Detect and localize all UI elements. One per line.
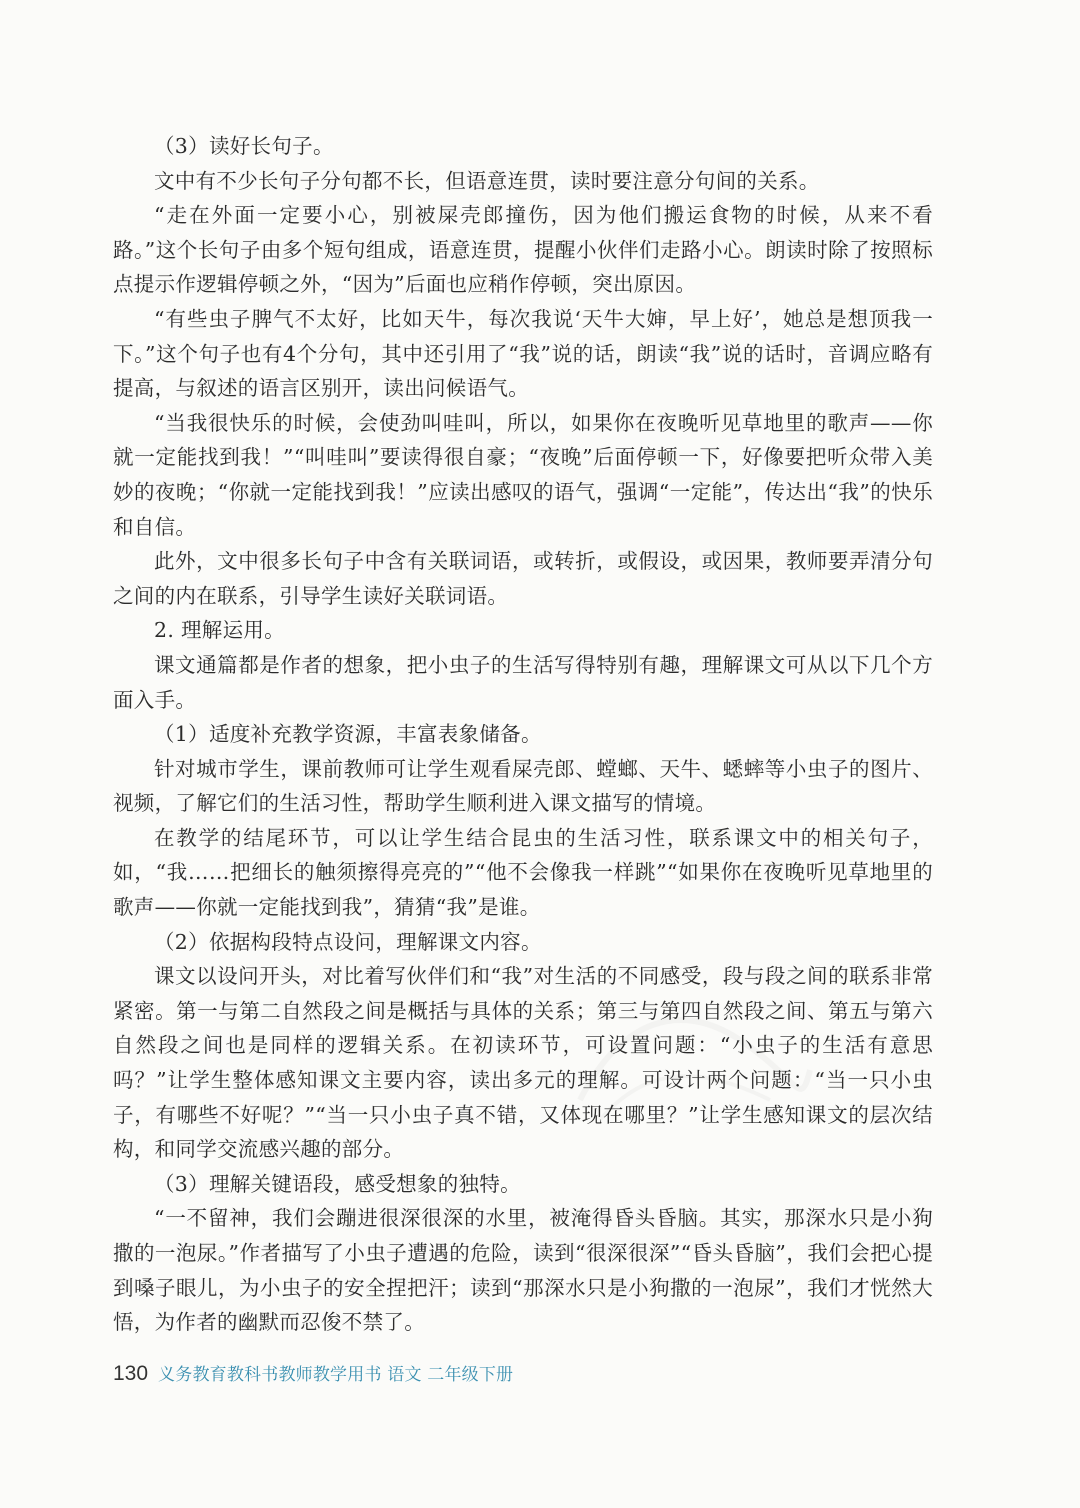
section-heading-understand-apply: 2. 理解运用。 (154, 618, 285, 643)
paragraph: “有些虫子脾气不太好，比如天牛，每次我说‘天牛大婶，早上好’，她总是想顶我一下。”这个句子也有4个分句，其中还引用了“我”说的话，朗读“我”说的话时，音调应略有提高，与叙述的语言区别开，读出问候语气。 (113, 306, 933, 401)
subheading-key-passages: （3）理解关键语段，感受想象的独特。 (154, 1171, 521, 1196)
page-number: 130 (113, 1362, 149, 1385)
paragraph: “一不留神，我们会蹦进很深很深的水里，被淹得昏头昏脑。其实，那深水只是小狗撒的一泡尿。”作者描写了小虫子遭遇的危险，读到“很深很深”“昏头昏脑”，我们会把心提到嗓子眼儿，为小虫子的安全捏把汗；读到“那深水只是小狗撒的一泡尿”，我们才恍然大悟，为作者的幽默而忍俊不禁了。 (113, 1206, 933, 1335)
book-title: 义务教育教科书教师教学用书 语文 二年级下册 (158, 1365, 514, 1385)
subheading-ask-questions: （2）依据构段特点设问，理解课文内容。 (154, 929, 542, 954)
paragraph: “当我很快乐的时候，会使劲叫哇叫，所以，如果你在夜晚听见草地里的歌声——你就一定能找到我！”“叫哇叫”要读得很自豪；“夜晚”后面停顿一下，好像要把听众带入美妙的夜晚；“你就一定能找到我！”应读出感叹的语气，强调“一定能”，传达出“我”的快乐和自信。 (113, 410, 933, 539)
page-footer (113, 1360, 513, 1390)
paragraph: 课文通篇都是作者的想象，把小虫子的生活写得特别有趣，理解课文可从以下几个方面入手。 (113, 652, 933, 712)
body-text (113, 129, 933, 1340)
paragraph: 文中有不少长句子分句都不长，但语意连贯，读时要注意分句间的关系。 (154, 168, 820, 193)
paragraph: 在教学的结尾环节，可以让学生结合昆虫的生活习性，联系课文中的相关句子，如，“我……把细长的触须擦得亮亮的”“他不会像我一样跳”“如果你在夜晚听见草地里的歌声——你就一定能找到我”，猜猜“我”是谁。 (113, 825, 933, 920)
paragraph: “走在外面一定要小心，别被屎壳郎撞伤，因为他们搬运食物的时候，从来不看路。”这个长句子由多个短句组成，语意连贯，提醒小伙伴们走路小心。朗读时除了按照标点提示作逻辑停顿之外，“因为”后面也应稍作停顿，突出原因。 (113, 203, 933, 297)
paragraph: 此外，文中很多长句子中含有关联词语，或转折，或假设，或因果，教师要弄清分句之间的内在联系，引导学生读好关联词语。 (113, 549, 933, 608)
paragraph: 课文以设问开头，对比着写伙伴们和“我”对生活的不同感受，段与段之间的联系非常紧密。第一与第二自然段之间是概括与具体的关系；第三与第四自然段之间、第五与第六自然段之间也是同样的逻辑关系。在初读环节，可设置问题：“小虫子的生活有意思吗？”让学生整体感知课文主要内容，读出多元的理解。可设计两个问题：“当一只小虫子，有哪些不好呢？”“当一只小虫子真不错，又体现在哪里？”让学生感知课文的层次结构，和同学交流感兴趣的部分。 (113, 964, 933, 1162)
subheading-supplement-resources: （1）适度补充教学资源，丰富表象储备。 (154, 722, 542, 747)
subheading-read-long-sentences: （3）读好长句子。 (154, 134, 334, 158)
paragraph: 针对城市学生，课前教师可让学生观看屎壳郎、螳螂、天牛、蟋蟀等小虫子的图片、视频，了解它们的生活习性，帮助学生顺利进入课文描写的情境。 (113, 756, 933, 816)
